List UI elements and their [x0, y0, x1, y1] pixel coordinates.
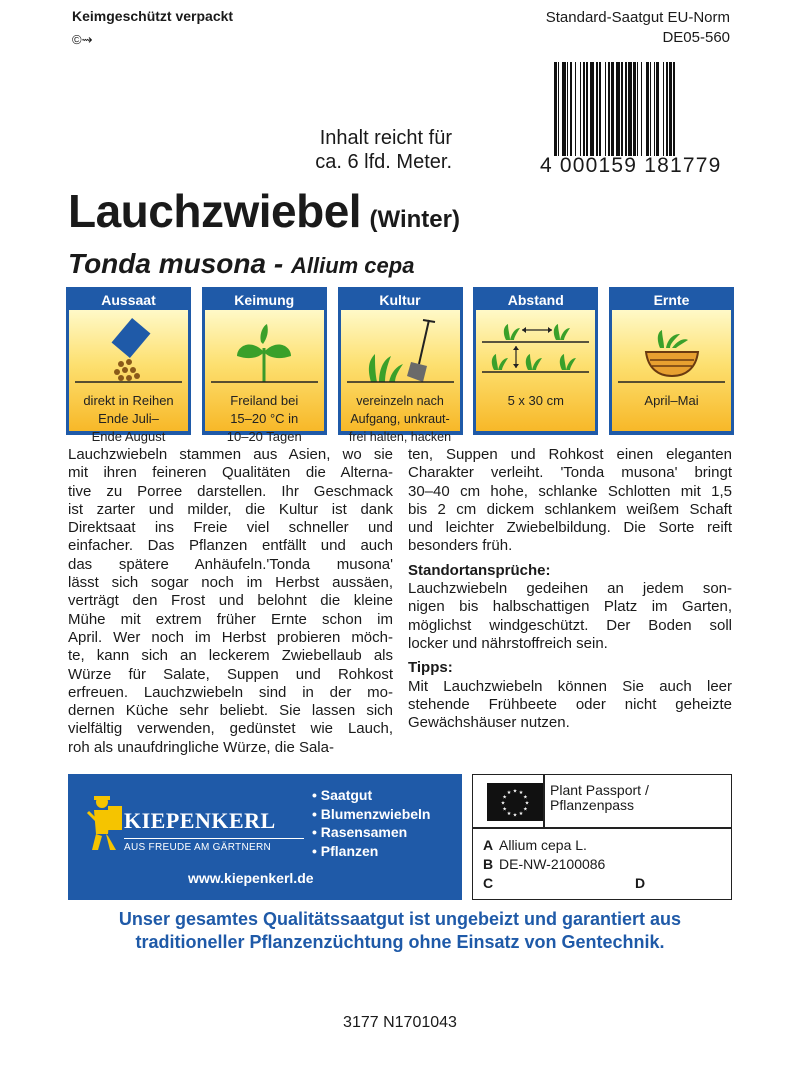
description-right-column: [408, 446, 732, 732]
card-text: [205, 392, 324, 446]
article-code: 3177 N1701043: [343, 1014, 457, 1031]
text-line: mit ihren feineren Qualitäten die Alterna-: [68, 464, 393, 482]
svg-text:★: ★: [506, 790, 512, 797]
product-qualifier: (Winter): [369, 206, 460, 233]
svg-text:★: ★: [523, 794, 528, 801]
card-ernte: [609, 287, 734, 435]
text-line: und leichter Zwiebelbildung. Die Sorte reift: [408, 519, 732, 537]
standard-label-line2: DE05-560: [662, 29, 730, 46]
variety-name: Tonda musona -: [68, 248, 284, 279]
spacing-icon: [476, 312, 595, 388]
svg-text:★: ★: [506, 810, 512, 817]
harvest-bowl-icon: [612, 312, 731, 388]
product-variety: [68, 248, 414, 280]
text-line: Lauchzwiebeln gedeihen an jedem son-: [408, 580, 732, 598]
card-line: April–Mai: [644, 393, 699, 408]
card-abstand: [473, 287, 598, 435]
card-title: Aussaat: [101, 292, 156, 308]
card-title: Abstand: [507, 292, 564, 308]
text-line: Mühe mit extrem früher Ernte schon im: [68, 610, 393, 628]
text-line: erfreuen. Lauchzwiebeln sind in der mo-: [68, 683, 393, 701]
text-line: te, kann sich an leckerem Zwiebellaub als: [68, 647, 393, 665]
quality-guarantee: [60, 908, 740, 954]
plant-passport: [472, 774, 732, 900]
guarantee-line1: Unser gesamtes Qualitätssaatgut ist ungebeizt und garantiert aus: [118, 909, 682, 929]
content-note-line1: Inhalt reicht für: [319, 127, 452, 149]
list-item: • Pflanzen: [312, 842, 430, 861]
cultivation-cards: [66, 287, 734, 444]
card-title: Keimung: [234, 292, 295, 308]
passport-label: B: [483, 856, 494, 872]
product-title: [68, 184, 460, 238]
passport-title: [550, 783, 649, 813]
description-left-column: [68, 446, 393, 757]
kiepenkerl-figure-icon: [84, 792, 126, 852]
text-line: das spätere Anhäufeln.'Tonda musona': [68, 555, 393, 573]
svg-text:★: ★: [512, 788, 518, 795]
text-line: vielfältig verwenden, gedünstet wie Lauch,: [68, 720, 393, 738]
text-line: lässt sich sogar noch im Herbst aussäen,: [68, 574, 393, 592]
card-aussaat: [66, 287, 191, 444]
passport-row-b: [483, 856, 605, 872]
text-line: Direktsaat ins Freie viel schneller und: [68, 519, 393, 537]
card-kultur: [338, 287, 463, 444]
text-line: dernen Küche sehr beliebt. Sie lassen sich: [68, 702, 393, 720]
brand-url[interactable]: www.kiepenkerl.de: [188, 870, 314, 886]
passport-title-line1: Plant Passport /: [550, 782, 649, 798]
text-line: ten, Suppen und Rohkost einen eleganten: [408, 446, 732, 463]
eu-flag-icon: [487, 783, 543, 821]
card-keimung: [202, 287, 327, 444]
card-line: 10–20 Tagen: [226, 429, 302, 444]
passport-row-a: [483, 837, 587, 853]
seed-packet-icon: [69, 312, 188, 388]
text-line: Würze für Salate, Suppen und Rohkost: [68, 665, 393, 683]
packaging-note: Keimgeschützt verpackt: [72, 8, 234, 24]
text-line: stehende Frühbeete oder nicht geheizte: [408, 695, 732, 713]
svg-text:★: ★: [518, 790, 524, 797]
copyright-mark: ©⇝: [72, 32, 93, 47]
card-text: [476, 392, 595, 410]
svg-text:★: ★: [524, 800, 530, 807]
svg-text:★: ★: [512, 812, 518, 819]
text-line: roh als unaufdringliche Würze, die Sala-: [68, 738, 334, 756]
card-line: vereinzeln nach: [356, 394, 444, 408]
latin-name: Allium cepa: [290, 253, 415, 278]
tips-heading: Tipps:: [408, 659, 453, 677]
brand-name: KIEPENKERL: [124, 808, 276, 833]
text-line: verträgt den Frost und belohnt die kleine: [68, 592, 393, 610]
text-line: nigen bis halbschattigen Platz im Garten,: [408, 598, 732, 616]
passport-label: A: [483, 837, 494, 853]
passport-title-line2: Pflanzenpass: [550, 797, 635, 813]
brand-product-list: [312, 786, 430, 860]
text-line: 30–40 cm hohe, schlanke Schlotten mit 1,5: [408, 482, 732, 500]
text-line: April. Wer noch im Herbst probieren möch-: [68, 628, 393, 646]
card-line: Ende Juli–: [98, 411, 159, 426]
text-line: bis 2 cm dickem schlankem weißem Schaft: [408, 500, 732, 518]
list-item: • Blumenzwiebeln: [312, 805, 430, 824]
content-note: [272, 126, 452, 174]
content-note-line2: ca. 6 lfd. Meter.: [315, 151, 452, 173]
svg-text:★: ★: [502, 806, 507, 813]
svg-text:★: ★: [523, 806, 528, 813]
text-line: besonders früh.: [408, 537, 513, 555]
card-line: Aufgang, unkraut-: [350, 412, 450, 426]
svg-text:★: ★: [502, 794, 507, 801]
card-title: Ernte: [653, 292, 690, 308]
card-line: Ende August: [91, 429, 166, 444]
passport-value: DE-NW-2100086: [499, 856, 606, 872]
brand-tagline: AUS FREUDE AM GÄRTNERN: [124, 842, 271, 853]
list-item: • Rasensamen: [312, 823, 430, 842]
text-line: ist zarter und milder, die Kultur ist dank: [68, 500, 393, 518]
text-line: Mit Lauchzwiebeln können Sie auch leer: [408, 677, 732, 695]
card-text: [69, 392, 188, 446]
passport-row-d: [635, 875, 651, 891]
card-text: [341, 392, 460, 446]
card-title: Kultur: [379, 292, 421, 308]
brand-box: [68, 774, 462, 900]
list-item: • Saatgut: [312, 786, 430, 805]
text-line: tive zu Porree darstellen. Ihr Geschmack: [68, 482, 393, 500]
barcode-bars: [554, 62, 730, 156]
text-line: Charakter verleiht. 'Tonda musona' bringt: [408, 464, 732, 482]
svg-text:★: ★: [500, 800, 506, 807]
card-line: Freiland bei: [230, 393, 299, 408]
text-line: möglichst windgeschützt. Der Boden soll: [408, 616, 732, 634]
card-text: [612, 392, 731, 410]
barcode: [540, 62, 732, 178]
passport-label: D: [635, 875, 646, 891]
location-heading: Standortansprüche:: [408, 561, 551, 579]
svg-text:★: ★: [518, 810, 524, 817]
standard-label-line1: Standard-Saatgut EU-Norm: [545, 9, 730, 26]
seedling-icon: [205, 312, 324, 388]
passport-label: C: [483, 875, 494, 891]
passport-row-c: [483, 875, 499, 891]
passport-value: Allium cepa L.: [499, 837, 587, 853]
product-name: Lauchzwiebel: [68, 185, 362, 237]
card-line: 15–20 °C in: [230, 411, 299, 426]
spade-icon: [341, 312, 460, 388]
text-line: einfacher. Das Pflanzen entfällt und auch: [68, 537, 393, 555]
card-line: frei halten, hacken: [348, 430, 452, 444]
text-line: locker und nährstoffreich sein.: [408, 634, 608, 652]
barcode-number: 4 000159 181779: [540, 154, 722, 177]
guarantee-line2: traditioneller Pflanzenzüchtung ohne Einsatz von Gentechnik.: [135, 932, 665, 952]
text-line: Lauchzwiebeln stammen aus Asien, wo sie: [68, 446, 393, 463]
standard-label: [470, 8, 730, 48]
text-line: Gewächshäuser nutzen.: [408, 714, 570, 732]
card-line: 5 x 30 cm: [507, 393, 564, 408]
card-line: direkt in Reihen: [83, 393, 174, 408]
